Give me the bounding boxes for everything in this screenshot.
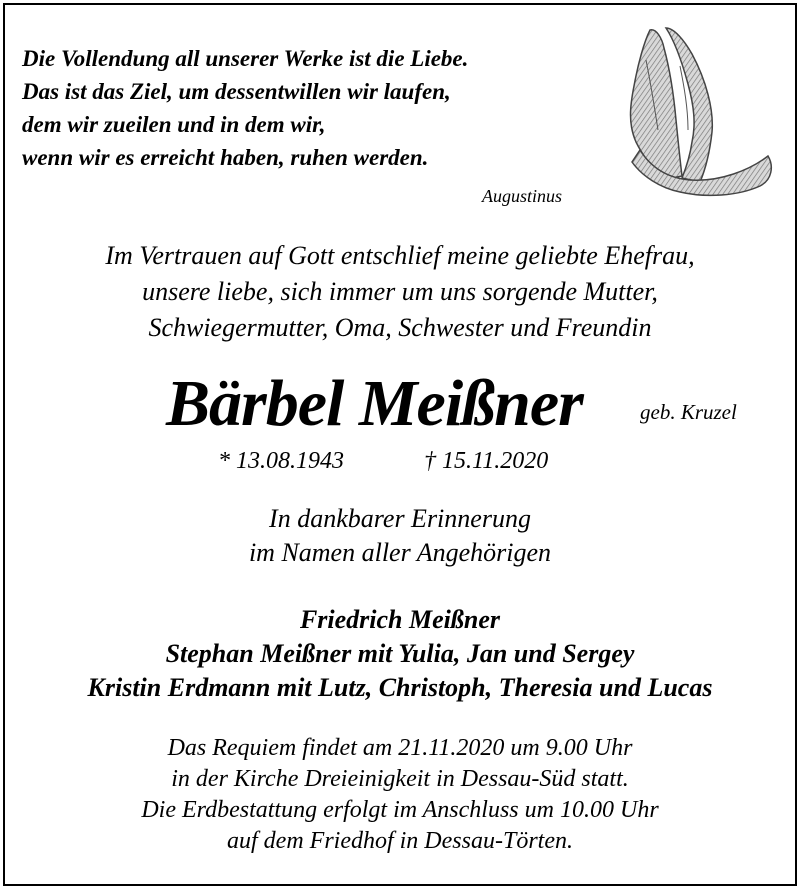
death-date: † 15.11.2020: [424, 448, 549, 474]
service-line: in der Kirche Dreieinigkeit in Dessau-Süd statt.: [171, 766, 629, 792]
intro-text: [0, 238, 800, 346]
quote-line: Die Vollendung all unserer Werke ist die Liebe.: [22, 46, 469, 71]
memory-line: In dankbarer Erinnerung: [269, 504, 531, 533]
quote-line: dem wir zueilen und in dem wir,: [22, 112, 326, 137]
quote-author: Augustinus: [482, 186, 563, 206]
memory-line: im Namen aller Angehörigen: [248, 538, 552, 567]
family-line: Friedrich Meißner: [299, 605, 501, 634]
intro-line: Schwiegermutter, Oma, Schwester und Freundin: [148, 313, 652, 342]
quote-block: [22, 42, 622, 174]
quote-line: wenn wir es erreicht haben, ruhen werden.: [22, 145, 429, 170]
family-line: Kristin Erdmann mit Lutz, Christoph, Theresia und Lucas: [87, 673, 713, 702]
praying-hands-icon: [610, 20, 780, 200]
family-list: [0, 603, 800, 705]
quote-line: Das ist das Ziel, um dessentwillen wir laufen,: [22, 79, 451, 104]
service-line: Das Requiem findet am 21.11.2020 um 9.00 Uhr: [167, 735, 633, 761]
birth-date: * 13.08.1943: [218, 448, 344, 474]
service-line: Die Erdbestattung erfolgt im Anschluss um 10.00 Uhr: [141, 797, 659, 823]
deceased-name: Bärbel Meißner: [166, 367, 583, 440]
intro-line: Im Vertrauen auf Gott entschlief meine geliebte Ehefrau,: [105, 241, 695, 270]
family-line: Stephan Meißner mit Yulia, Jan und Sergey: [165, 639, 635, 668]
service-info: [0, 733, 800, 857]
memory-text: [0, 502, 800, 570]
intro-line: unsere liebe, sich immer um uns sorgende Mutter,: [142, 277, 658, 306]
maiden-name: geb. Kruzel: [640, 400, 737, 424]
service-line: auf dem Friedhof in Dessau-Törten.: [227, 828, 573, 854]
